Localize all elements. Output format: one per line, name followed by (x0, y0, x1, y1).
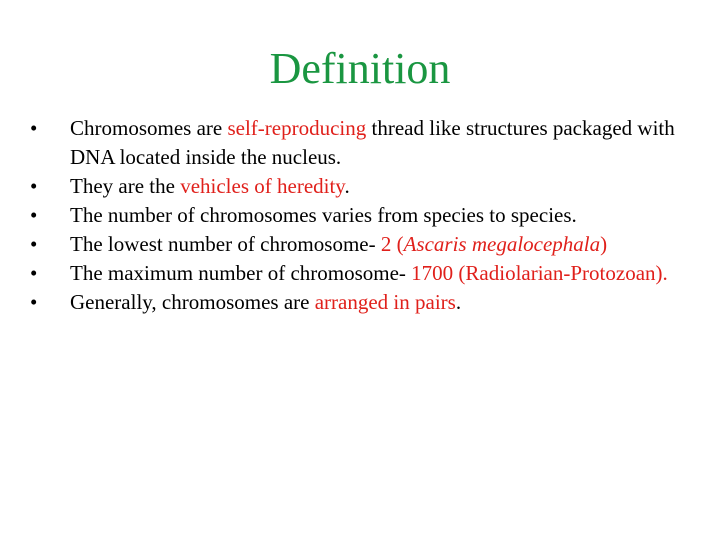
highlighted-text: Ascaris megalocephala (403, 232, 601, 256)
bullet-text: The maximum number of chromosome- (70, 261, 412, 285)
bullet-dot: • (30, 203, 38, 227)
highlighted-text: 1700 (Radiolarian-Protozoan). (411, 261, 668, 285)
bullet-text: . (344, 174, 350, 198)
bullet-text: Chromosomes are (70, 116, 228, 140)
bullet-text: Generally, chromosomes are (70, 290, 315, 314)
highlighted-text: vehicles of heredity (180, 174, 345, 198)
bullet-item (30, 172, 680, 201)
bullet-item (30, 288, 680, 317)
bullet-dot: • (30, 290, 38, 314)
bullet-text: They are the (70, 174, 181, 198)
highlighted-text: ) (600, 232, 608, 256)
highlighted-text: self-reproducing (227, 116, 367, 140)
bullet-dot: • (30, 174, 38, 198)
bullet-item (30, 259, 680, 288)
bullet-item (30, 201, 680, 230)
highlighted-text: arranged in pairs (314, 290, 456, 314)
bullet-dot: • (30, 232, 38, 256)
bullet-item (30, 230, 680, 259)
bullet-text: . (455, 290, 462, 314)
slide-title: Definition (269, 44, 451, 93)
bullet-text: The lowest number of chromosome- (70, 232, 381, 256)
bullet-dot: • (30, 116, 38, 140)
bullet-item (30, 114, 680, 172)
highlighted-text: 2 ( (380, 232, 404, 256)
bullet-list (30, 114, 680, 317)
bullet-text: The number of chromosomes varies from species to species. (70, 203, 577, 227)
bullet-text: thread like structures packaged with DNA located inside the nucleus. (70, 116, 675, 169)
bullet-dot: • (30, 261, 38, 285)
